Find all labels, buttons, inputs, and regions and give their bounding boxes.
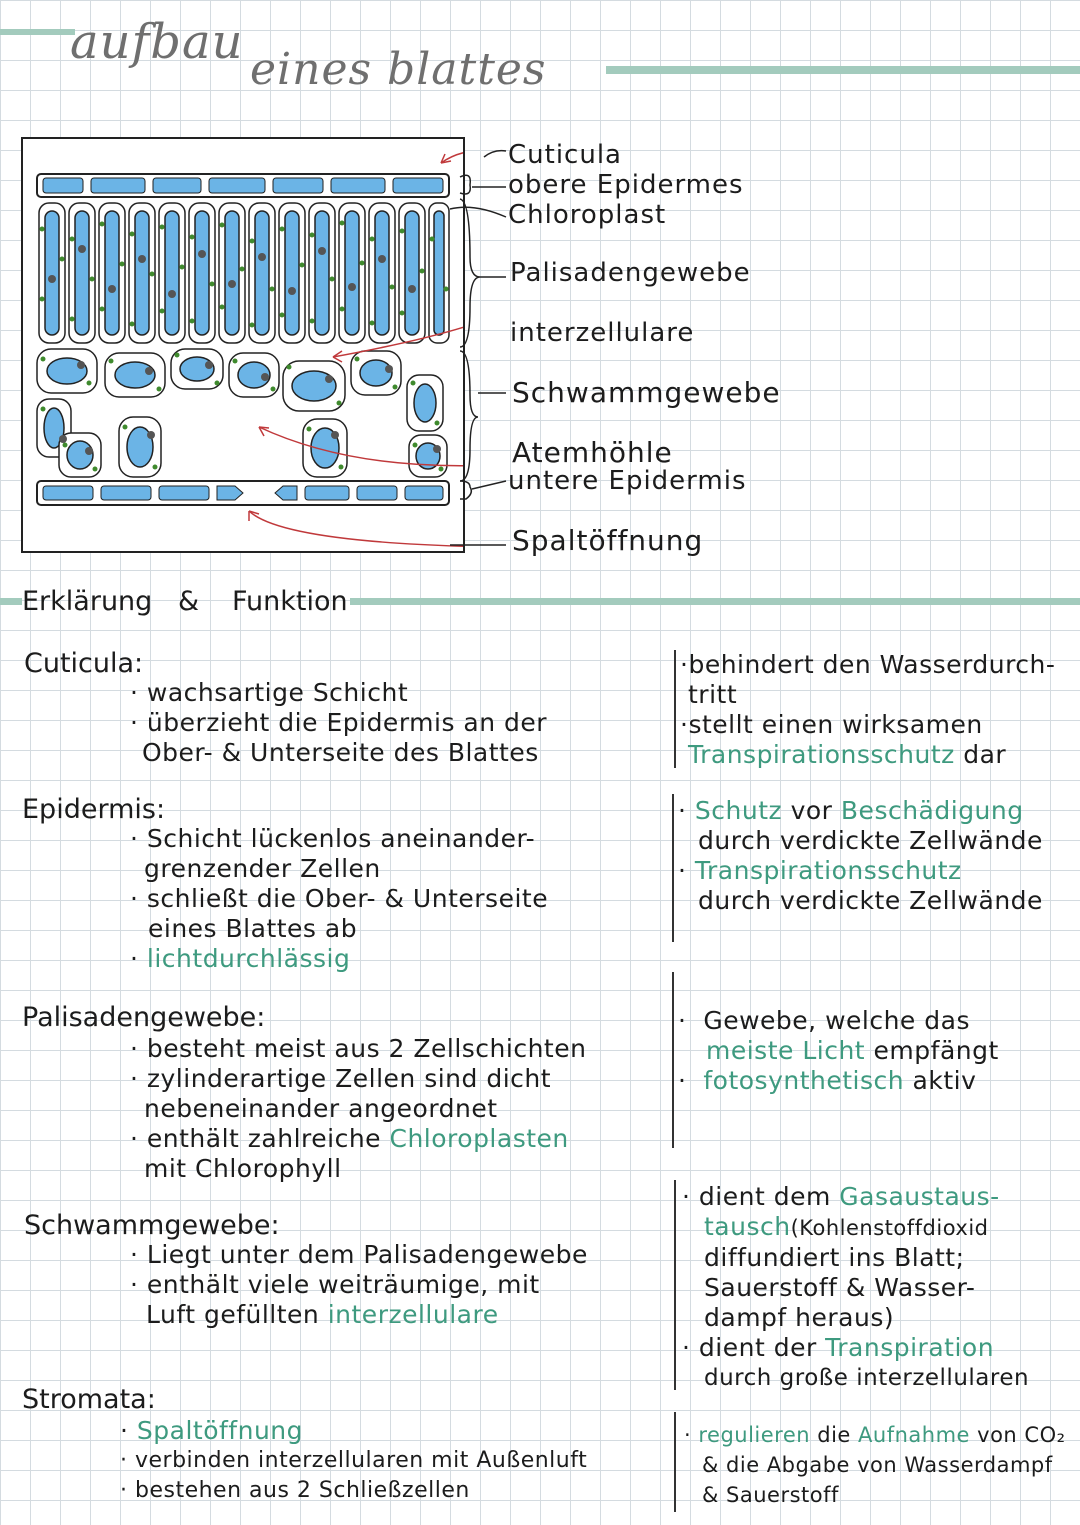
label-interzellulare: interzellulare	[510, 318, 695, 348]
schwamm-highlight: interzellulare	[327, 1300, 499, 1329]
label-leader-lines	[430, 137, 520, 557]
epidermis-line: · lichtdurchlässig	[130, 944, 351, 973]
epidermis-func-line: durch verdickte Zellwände	[698, 886, 1043, 915]
epidermis-highlight: lichtdurchlässig	[146, 944, 351, 973]
label-obere-epidermis: obere Epidermes	[508, 170, 744, 200]
schwamm-func-line: · dient der Transpiration	[682, 1333, 995, 1362]
schwamm-line	[130, 1300, 588, 1330]
cuticula-func-line: ·stellt einen wirksamen	[680, 710, 983, 739]
label-palisadengewebe: Palisadengewebe	[510, 258, 751, 288]
palisaden-line: nebeneinander angeordnet	[144, 1094, 498, 1123]
stromata-func-line: & Sauerstoff	[702, 1483, 839, 1507]
section-bar-right	[350, 598, 1080, 605]
stromata-line: · verbinden interzellularen mit Außenluft	[120, 1448, 588, 1473]
divider-palisaden	[672, 972, 674, 1148]
stromata-func-text: von CO₂	[969, 1423, 1066, 1447]
cuticula-func-rest: dar	[954, 740, 1007, 769]
cuticula-func-highlight: Transpirationsschutz	[688, 740, 955, 769]
palisaden-line: · zylinderartige Zellen sind dicht	[130, 1064, 552, 1093]
schwamm-text: Luft gefüllten	[146, 1300, 320, 1329]
schwamm-lines	[130, 1240, 588, 1330]
palisaden-title: Palisadengewebe:	[22, 1002, 266, 1033]
stromata-function	[684, 1420, 1066, 1510]
palisaden-func-line: · Gewebe, welche das	[678, 1006, 970, 1035]
stromata-func-text: die	[810, 1423, 859, 1447]
epidermis-line: · Schicht lückenlos aneinander-	[130, 824, 536, 853]
epidermis-line: · schließt die Ober- & Unterseite	[130, 884, 549, 913]
stromata-line: · Spaltöffnung	[120, 1416, 304, 1445]
epidermis-lines	[130, 824, 548, 974]
epidermis-line: eines Blattes ab	[148, 914, 358, 943]
schwamm-func-line: durch große interzellularen	[704, 1365, 1030, 1391]
epidermis-func-line: · Schutz vor Beschädigung	[678, 796, 1024, 825]
stromata-func-highlight: Aufnahme	[858, 1423, 970, 1447]
cuticula-func-line: tritt	[688, 680, 738, 709]
palisaden-func-line	[678, 1036, 999, 1066]
divider-cuticula	[674, 650, 676, 768]
cuticula-title: Cuticula:	[24, 648, 144, 679]
divider-stromata	[674, 1412, 676, 1512]
label-atemhoehle: Atemhöhle	[512, 436, 673, 469]
leaf-cross-section-diagram	[21, 137, 465, 553]
stromata-highlight: Spaltöffnung	[136, 1416, 304, 1445]
cuticula-function	[680, 650, 1055, 770]
palisaden-func-text: Gewebe, welche das	[703, 1006, 970, 1035]
palisaden-text: · enthält zahlreiche	[130, 1124, 382, 1153]
schwamm-func-line: dampf heraus)	[704, 1303, 895, 1332]
section-heading-right: Funktion	[232, 586, 348, 617]
title-bar-right	[606, 66, 1080, 74]
schwamm-func-text: dient der	[698, 1333, 826, 1362]
epidermis-function	[678, 796, 1043, 916]
schwamm-line: · enthält viele weiträumige, mit	[130, 1270, 540, 1299]
schwamm-func-line	[682, 1212, 1029, 1243]
cuticula-line: Ober- & Unterseite des Blattes	[142, 738, 539, 767]
schwamm-func-highlight: tausch	[704, 1212, 791, 1241]
epidermis-func-line: · Transpirationsschutz	[678, 856, 962, 885]
epidermis-line: grenzender Zellen	[144, 854, 381, 883]
palisaden-line: mit Chlorophyll	[144, 1154, 342, 1183]
label-untere-epidermis: untere Epidermis	[508, 466, 747, 496]
page-title-line2: eines blattes	[250, 44, 547, 95]
cuticula-line: · überzieht die Epidermis an der	[130, 708, 548, 737]
section-heading-amp: &	[178, 586, 200, 617]
stromata-line: · bestehen aus 2 Schließzellen	[120, 1478, 470, 1503]
cuticula-lines	[130, 678, 547, 768]
cuticula-func-line	[680, 740, 1055, 770]
palisaden-func-line: · fotosynthetisch aktiv	[678, 1066, 977, 1095]
schwamm-func-line: Sauerstoff & Wasser-	[704, 1273, 976, 1302]
epidermis-func-highlight: Schutz	[694, 796, 783, 825]
schwamm-func-line: · dient dem Gasaustaus-	[682, 1182, 1000, 1211]
divider-schwamm	[674, 1180, 676, 1390]
palisaden-func-highlight: fotosynthetisch	[703, 1066, 905, 1095]
schwamm-func-highlight: Transpiration	[825, 1333, 995, 1362]
lower-epidermis-cells	[37, 481, 449, 505]
divider-epidermis	[672, 794, 674, 942]
palisaden-func-text: aktiv	[904, 1066, 977, 1095]
epidermis-func-line: durch verdickte Zellwände	[698, 826, 1043, 855]
palisaden-function	[678, 1006, 999, 1096]
epidermis-func-text: vor	[782, 796, 841, 825]
palisade-cells	[39, 203, 449, 343]
schwamm-function	[682, 1182, 1029, 1393]
leaf-diagram-svg	[23, 139, 463, 551]
stromata-func-highlight: regulieren	[698, 1423, 811, 1447]
schwamm-title: Schwammgewebe:	[24, 1210, 280, 1241]
epidermis-title: Epidermis:	[22, 794, 166, 825]
stromata-func-line: · regulieren die Aufnahme von CO₂	[684, 1423, 1066, 1447]
label-schwammgewebe: Schwammgewebe	[512, 376, 781, 409]
epidermis-func-highlight: Transpirationsschutz	[694, 856, 962, 885]
palisaden-lines	[130, 1034, 586, 1184]
stromata-lines	[120, 1416, 587, 1506]
schwamm-func-line: diffundiert ins Blatt;	[704, 1243, 965, 1272]
cuticula-line: · wachsartige Schicht	[130, 678, 409, 707]
palisaden-func-text: empfängt	[865, 1036, 999, 1065]
epidermis-func-highlight: Beschädigung	[840, 796, 1024, 825]
page-title-line1: aufbau	[70, 14, 244, 70]
palisaden-highlight: Chloroplasten	[389, 1124, 569, 1153]
palisaden-line: · besteht meist aus 2 Zellschichten	[130, 1034, 587, 1063]
section-heading-left: Erklärung	[22, 586, 153, 617]
schwamm-func-highlight: Gasaustaus-	[839, 1182, 1000, 1211]
schwamm-func-text: (Kohlenstoffdioxid	[790, 1216, 989, 1240]
label-chloroplast: Chloroplast	[508, 200, 667, 230]
label-spaltoeffnung: Spaltöffnung	[512, 524, 704, 557]
stromata-func-line: & die Abgabe von Wasserdampf	[702, 1453, 1053, 1477]
cuticula-func-line: ·behindert den Wasserdurch-	[680, 650, 1056, 679]
upper-epidermis-cells	[37, 174, 449, 197]
schwamm-line: · Liegt unter dem Palisadengewebe	[130, 1240, 588, 1269]
palisaden-line	[130, 1124, 586, 1154]
stromata-title: Stromata:	[22, 1384, 156, 1415]
schwamm-func-text: dient dem	[698, 1182, 840, 1211]
section-bar-left	[0, 598, 22, 605]
label-cuticula: Cuticula	[508, 140, 622, 170]
title-bar-left	[0, 29, 75, 35]
palisaden-func-highlight: meiste Licht	[706, 1036, 866, 1065]
